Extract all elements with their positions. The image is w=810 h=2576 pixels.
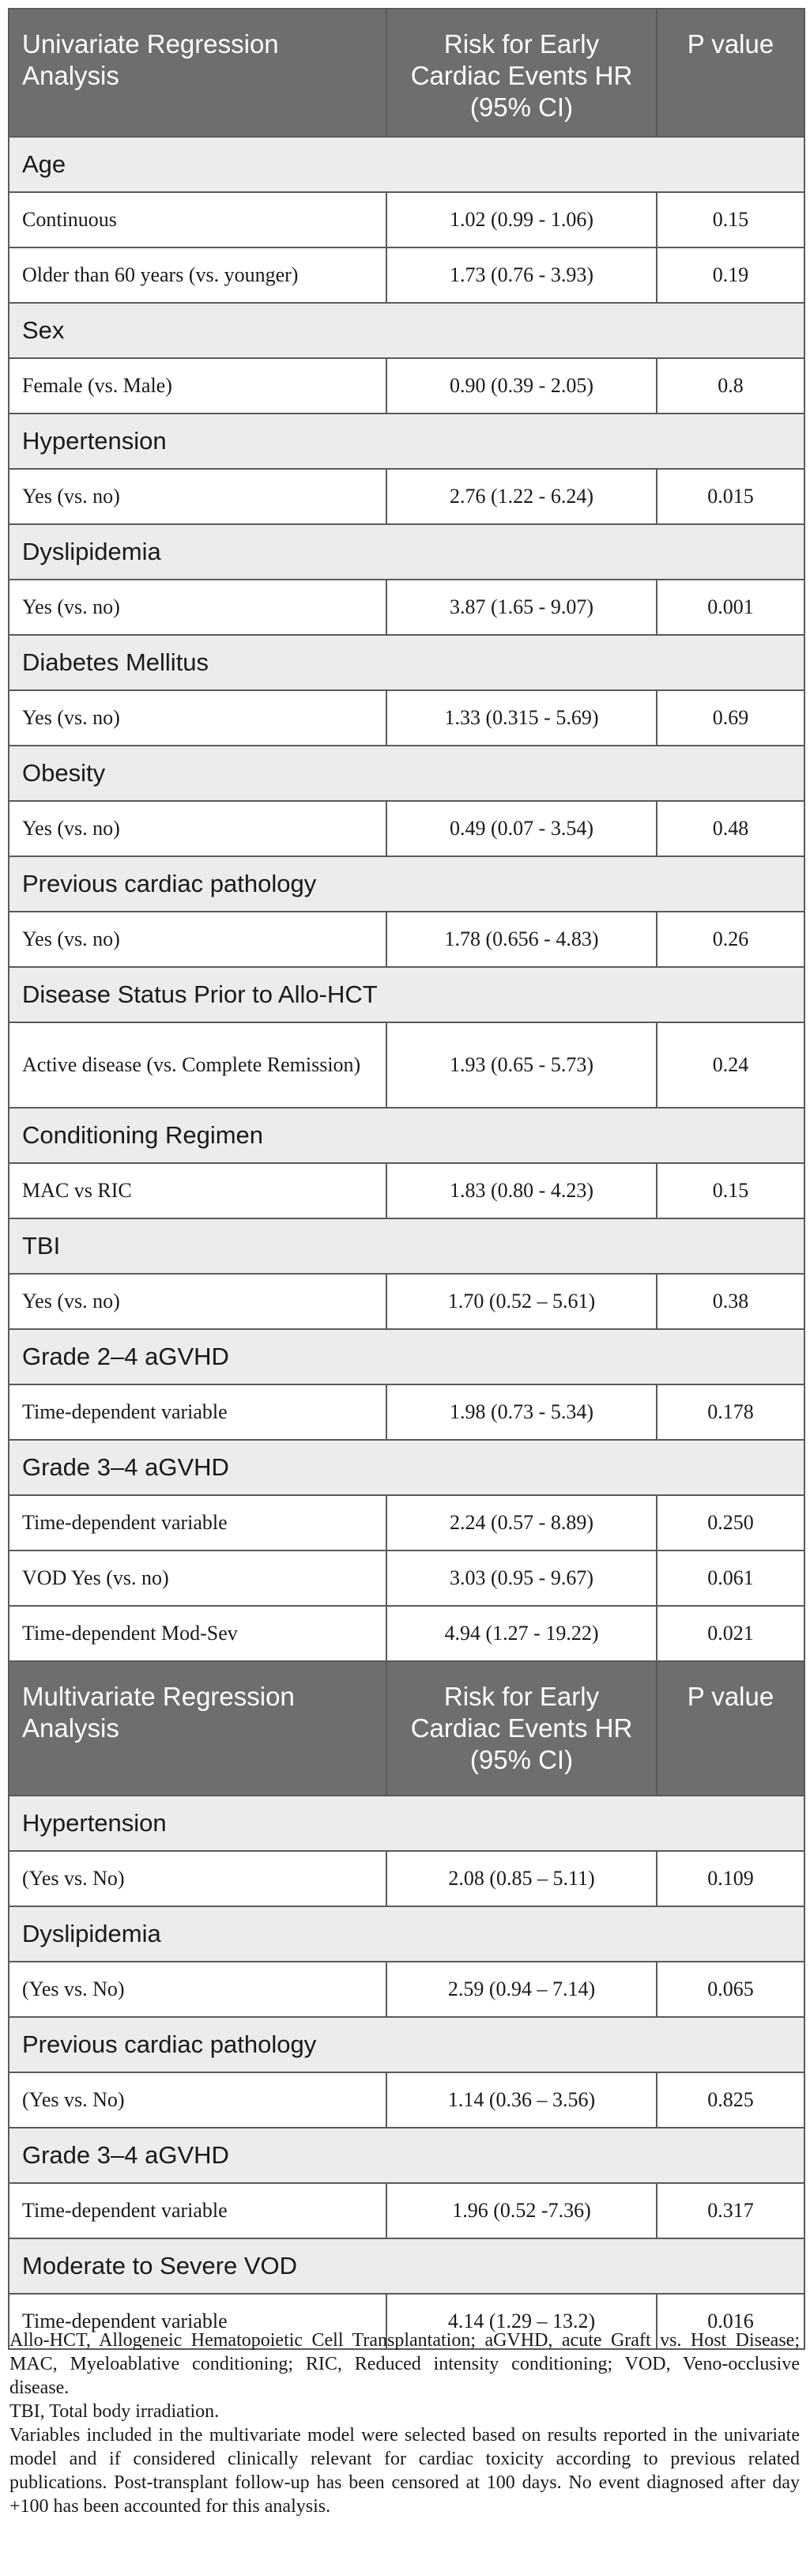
cell-hr: 1.73 (0.76 - 3.93): [386, 247, 657, 303]
table-row: [9, 1022, 804, 1108]
group-row: [9, 2128, 804, 2183]
cell-hr: 3.03 (0.95 - 9.67): [386, 1551, 657, 1606]
cell-label: (Yes vs. No): [9, 1962, 386, 2017]
cell-p: 0.48: [657, 801, 804, 856]
cell-p: 0.38: [657, 1274, 804, 1329]
group-row: [9, 1906, 804, 1962]
group-row: [9, 1218, 804, 1274]
group-row: [9, 1796, 804, 1851]
footnote-methods: Variables included in the multivariate model were selected based on results reported in the univariate model and if considered clinically relevant for cardiac toxicity according to previous related publications. Post-transplant follow-up has been censored at 100 days. No event diagnosed after day +100 has been accounted for this analysis.: [9, 2425, 800, 2517]
cell-p: 0.001: [657, 580, 804, 635]
cell-hr: 1.33 (0.315 - 5.69): [386, 690, 657, 746]
cell-p: 0.69: [657, 690, 804, 746]
group-title: Disease Status Prior to Allo-HCT: [9, 967, 804, 1022]
group-title: Previous cardiac pathology: [9, 2017, 804, 2072]
cell-hr: 1.96 (0.52 -7.36): [386, 2183, 657, 2238]
cell-label: Older than 60 years (vs. younger): [9, 247, 386, 303]
table-row: [9, 912, 804, 967]
footnote-abbreviations: Allo-HCT, Allogeneic Hematopoietic Cell Transplantation; aGVHD, acute Graft vs. Host Disease; MAC, Myeloablative conditioning; RIC, Reduced intensity conditioning; VOD, Veno-occlusive disease.: [9, 2330, 800, 2398]
table-row: [9, 247, 804, 303]
group-title: Conditioning Regimen: [9, 1108, 804, 1163]
cell-p: 0.065: [657, 1962, 804, 2017]
cell-p: 0.24: [657, 1022, 804, 1108]
group-row: [9, 2017, 804, 2072]
cell-p: 0.021: [657, 1606, 804, 1661]
table-row: [9, 690, 804, 746]
cell-hr: 4.94 (1.27 - 19.22): [386, 1606, 657, 1661]
table-row: [9, 580, 804, 635]
group-row: [9, 746, 804, 801]
group-row: [9, 524, 804, 580]
cell-hr: 0.90 (0.39 - 2.05): [386, 358, 657, 414]
cell-hr: 1.93 (0.65 - 5.73): [386, 1022, 657, 1108]
group-title: Grade 2–4 aGVHD: [9, 1329, 804, 1384]
cell-label: Continuous: [9, 192, 386, 247]
cell-p: 0.015: [657, 469, 804, 524]
group-row: [9, 1329, 804, 1384]
cell-label: Time-dependent variable: [9, 2294, 386, 2349]
table-row: [9, 1384, 804, 1440]
table-row: [9, 1274, 804, 1329]
table-footnotes: [9, 2329, 800, 2518]
group-row: [9, 303, 804, 358]
cell-hr: 1.70 (0.52 – 5.61): [386, 1274, 657, 1329]
group-title: Moderate to Severe VOD: [9, 2238, 804, 2294]
group-title: Dyslipidemia: [9, 524, 804, 580]
regression-table-body: [9, 9, 804, 2349]
cell-label: (Yes vs. No): [9, 1851, 386, 1906]
group-title: Diabetes Mellitus: [9, 635, 804, 690]
univariate-header-hr: Risk for Early Cardiac Events HR (95% CI): [386, 9, 657, 137]
cell-label: VOD Yes (vs. no): [9, 1551, 386, 1606]
cell-hr: 1.14 (0.36 – 3.56): [386, 2072, 657, 2128]
cell-label: Active disease (vs. Complete Remission): [9, 1022, 386, 1108]
group-row: [9, 967, 804, 1022]
footnote-tbi: TBI, Total body irradiation.: [9, 2401, 220, 2422]
cell-label: Yes (vs. no): [9, 912, 386, 967]
table-row: [9, 2072, 804, 2128]
multivariate-header-p: P value: [657, 1661, 804, 1796]
cell-hr: 3.87 (1.65 - 9.07): [386, 580, 657, 635]
group-row: [9, 414, 804, 469]
cell-p: 0.15: [657, 192, 804, 247]
cell-label: Yes (vs. no): [9, 690, 386, 746]
cell-label: Female (vs. Male): [9, 358, 386, 414]
regression-table: [8, 8, 805, 2350]
cell-label: Yes (vs. no): [9, 580, 386, 635]
multivariate-header-label: Multivariate Regression Analysis: [9, 1661, 386, 1796]
cell-p: 0.016: [657, 2294, 804, 2349]
group-title: TBI: [9, 1218, 804, 1274]
cell-label: Yes (vs. no): [9, 469, 386, 524]
group-title: Hypertension: [9, 414, 804, 469]
cell-p: 0.825: [657, 2072, 804, 2128]
cell-hr: 1.78 (0.656 - 4.83): [386, 912, 657, 967]
table-row: [9, 1962, 804, 2017]
table-row: [9, 1551, 804, 1606]
cell-hr: 1.02 (0.99 - 1.06): [386, 192, 657, 247]
group-row: [9, 635, 804, 690]
cell-p: 0.26: [657, 912, 804, 967]
cell-label: (Yes vs. No): [9, 2072, 386, 2128]
table-row: [9, 1606, 804, 1661]
group-row: [9, 2238, 804, 2294]
table-row: [9, 192, 804, 247]
cell-label: Yes (vs. no): [9, 1274, 386, 1329]
cell-label: Yes (vs. no): [9, 801, 386, 856]
cell-hr: 1.83 (0.80 - 4.23): [386, 1163, 657, 1218]
cell-hr: 0.49 (0.07 - 3.54): [386, 801, 657, 856]
group-row: [9, 1108, 804, 1163]
group-row: [9, 137, 804, 192]
group-title: Dyslipidemia: [9, 1906, 804, 1962]
cell-p: 0.8: [657, 358, 804, 414]
table-row: [9, 469, 804, 524]
table-row: [9, 1163, 804, 1218]
cell-p: 0.109: [657, 1851, 804, 1906]
table-row: [9, 2183, 804, 2238]
univariate-header-label: Univariate Regression Analysis: [9, 9, 386, 137]
cell-label: Time-dependent Mod-Sev: [9, 1606, 386, 1661]
group-row: [9, 856, 804, 912]
cell-hr: 1.98 (0.73 - 5.34): [386, 1384, 657, 1440]
group-title: Obesity: [9, 746, 804, 801]
group-title: Previous cardiac pathology: [9, 856, 804, 912]
univariate-header-row: [9, 9, 804, 137]
cell-hr: 2.76 (1.22 - 6.24): [386, 469, 657, 524]
cell-p: 0.178: [657, 1384, 804, 1440]
cell-hr: 2.08 (0.85 – 5.11): [386, 1851, 657, 1906]
group-title: Grade 3–4 aGVHD: [9, 1440, 804, 1495]
multivariate-header-row: [9, 1661, 804, 1796]
univariate-header-p: P value: [657, 9, 804, 137]
table-row: [9, 1495, 804, 1551]
cell-p: 0.317: [657, 2183, 804, 2238]
cell-hr: 2.59 (0.94 – 7.14): [386, 1962, 657, 2017]
table-row: [9, 1851, 804, 1906]
cell-p: 0.061: [657, 1551, 804, 1606]
cell-p: 0.250: [657, 1495, 804, 1551]
group-title: Sex: [9, 303, 804, 358]
cell-label: Time-dependent variable: [9, 2183, 386, 2238]
group-title: Grade 3–4 aGVHD: [9, 2128, 804, 2183]
cell-label: Time-dependent variable: [9, 1495, 386, 1551]
cell-hr: 4.14 (1.29 – 13.2): [386, 2294, 657, 2349]
cell-label: MAC vs RIC: [9, 1163, 386, 1218]
table-row: [9, 801, 804, 856]
table-row: [9, 358, 804, 414]
group-title: Age: [9, 137, 804, 192]
multivariate-header-hr: Risk for Early Cardiac Events HR (95% CI): [386, 1661, 657, 1796]
cell-p: 0.19: [657, 247, 804, 303]
cell-p: 0.15: [657, 1163, 804, 1218]
group-row: [9, 1440, 804, 1495]
cell-label: Time-dependent variable: [9, 1384, 386, 1440]
cell-hr: 2.24 (0.57 - 8.89): [386, 1495, 657, 1551]
group-title: Hypertension: [9, 1796, 804, 1851]
